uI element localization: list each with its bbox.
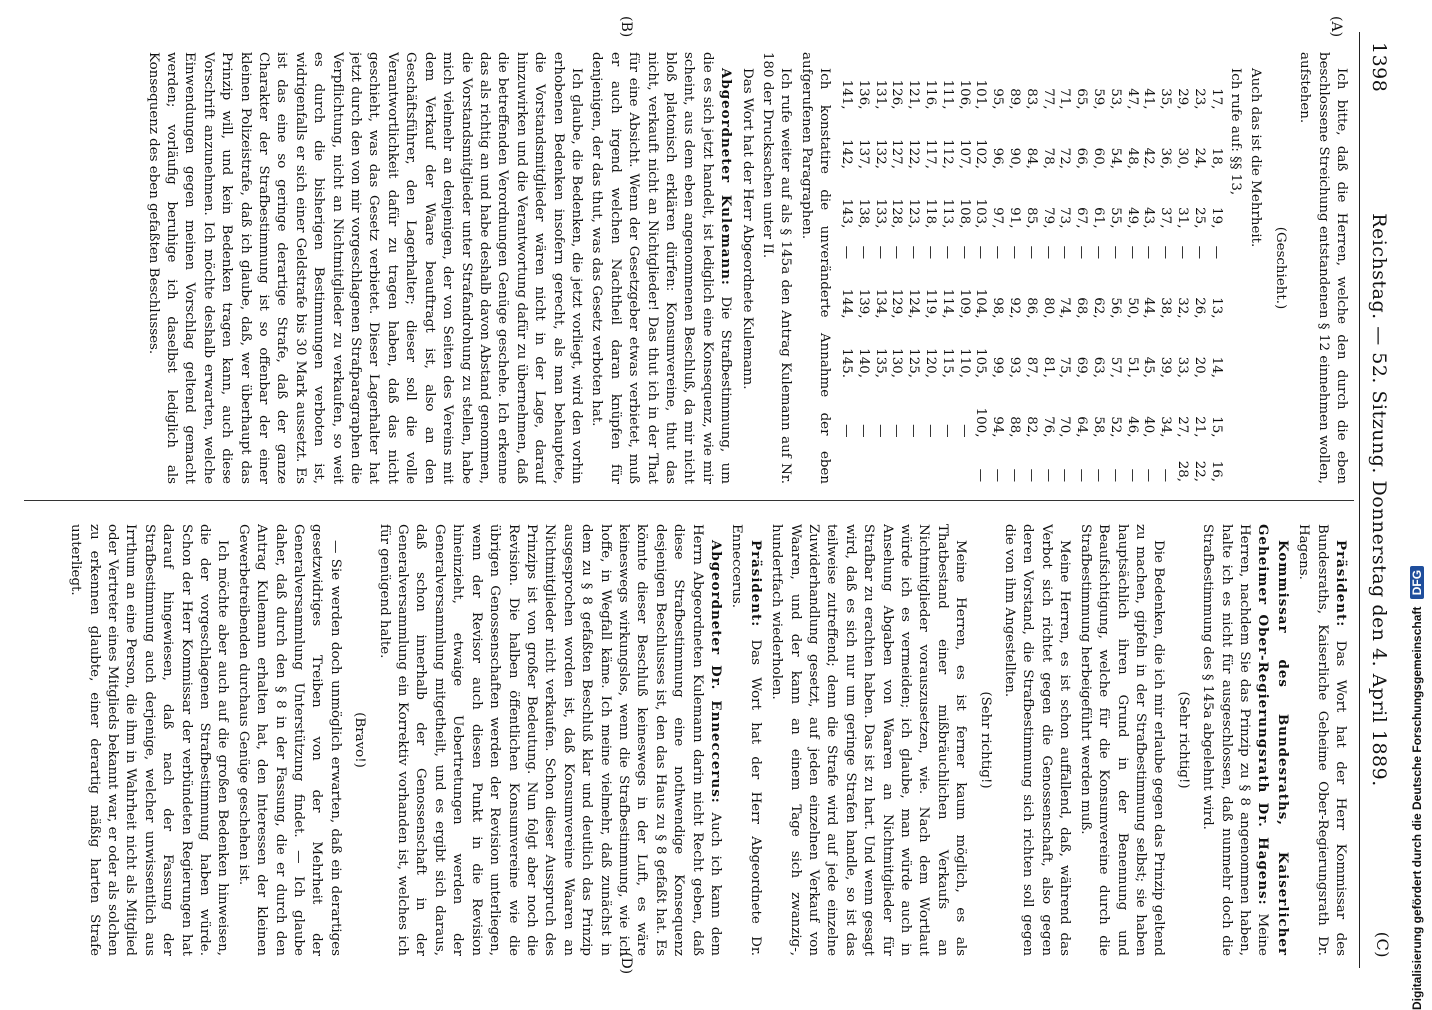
number-cell: 24,: [1191, 147, 1207, 169]
number-cell: 70,: [1057, 416, 1073, 438]
page-number: 1398: [1368, 42, 1390, 93]
number-cell: —: [923, 424, 939, 438]
scanned-page: [14, 12, 1404, 988]
number-cell: 88,: [1007, 416, 1022, 438]
number-cell: 84,: [1023, 147, 1039, 169]
number-cell: 13,: [1208, 297, 1224, 319]
paragraph-number-list: [837, 52, 1223, 484]
speech-paragraph: [587, 52, 735, 484]
paragraph: Die Bedenken, die ich mir erlaube gegen das Prinzip geltend zu machen, gipfeln in der Strafbestimmung selbst; sie haben hauptsächlich ihren Grund in der Benennung und Beaufsichtigung, welche für die Konsumvereine durch die Strafbestimmung herbeigeführt werden muß.: [1077, 524, 1167, 956]
number-cell: 72,: [1057, 147, 1073, 169]
number-cell: —: [1208, 245, 1224, 260]
number-cell: 53,: [1107, 88, 1123, 110]
running-title: Reichstag. — 52. Sitzung. Donnerstag den 4. April 1889.: [1368, 213, 1390, 787]
number-cell: 75,: [1057, 356, 1073, 378]
number-cell: 127,: [889, 139, 905, 169]
number-cell: 136,: [855, 79, 871, 110]
stage-direction: (Geschieht.): [1272, 226, 1288, 310]
paragraph: Ich konstatire die unveränderte Annahme der eben aufgerufenen Paragraphen.: [798, 52, 833, 484]
number-cell: 106,: [956, 79, 972, 110]
number-cell: 97,: [990, 207, 1006, 229]
number-cell: 81,: [1040, 356, 1056, 378]
number-cell: —: [990, 245, 1006, 260]
number-cell: —: [1040, 468, 1056, 482]
number-row: [1156, 52, 1173, 484]
speech-text: Auch ich kann dem Herrn Abgeordneten Kulemann darin nicht Recht geben, daß diese Strafbestimmung eine nothwendige Konsequenz desjenigen Beschlusses ist, den das Haus zu § 8 gefaßt hat. Es könnte dieser Beschluß keineswegs in der Luft, es wäre keineswegs wirkungslos, wenn die Strafbestimmung, wie ich hoffe, in Wegfall käme. Ich meine vielmehr, daß zunächst in dem zu § 8 gefaßten Beschluß klar und deutlich das Prinzip ausgesprochen worden ist, daß Konsumvereine Waaren an Nichtmitglieder nicht verkaufen. Schon dieser Ausspruch des Prinzips ist von großer Bedeutung. Nun folgt aber noch die Revision. Die halben öffentlichen Konsumvereine wie die übrigen Genossenschaften werden der Revision unterliegen, wenn der Revisor auch diesen Punkt in die Revision hineinzieht, etwaige Uebertretungen werden der Generalversammlung mitgetheilt, und es ergibt sich daraus, daß schon innerhalb der Genossenschaft in der Generalversammlung ein Korrektiv vorhanden ist, welches ich für genügend halte.: [376, 524, 723, 956]
number-cell: —: [1107, 245, 1123, 260]
number-cell: 67,: [1074, 207, 1090, 229]
number-row: [854, 52, 871, 484]
number-cell: 22,: [1191, 460, 1207, 482]
number-cell: —: [839, 245, 855, 260]
number-row: [871, 52, 888, 484]
number-cell: 98,: [990, 297, 1006, 319]
number-cell: 74,: [1057, 297, 1073, 319]
margin-letter-b: (B): [618, 16, 634, 38]
number-cell: 102,: [973, 139, 989, 169]
left-column: [20, 52, 1350, 484]
speaker-label: Präsident:: [1333, 540, 1349, 628]
margin-letter-c: (C): [1373, 931, 1392, 958]
number-cell: 68,: [1074, 297, 1090, 319]
number-cell: —: [1023, 245, 1039, 260]
number-cell: 121,: [906, 79, 922, 110]
number-cell: 16,: [1208, 460, 1224, 482]
number-cell: —: [973, 245, 989, 260]
number-cell: 132,: [872, 139, 888, 169]
number-cell: 133,: [872, 198, 888, 229]
number-cell: [904, 439, 921, 484]
number-row: [1022, 52, 1039, 484]
number-row: [1072, 52, 1089, 484]
number-cell: 94,: [990, 416, 1006, 438]
number-cell: [871, 439, 888, 484]
number-cell: —: [889, 424, 905, 438]
number-cell: 92,: [1007, 297, 1022, 319]
number-cell: 49,: [1124, 207, 1140, 229]
speech-paragraph: [1198, 524, 1292, 956]
number-cell: 129,: [889, 288, 905, 319]
number-cell: 46,: [1124, 416, 1140, 438]
number-cell: —: [1074, 468, 1090, 482]
header-rule: [1359, 32, 1360, 968]
number-cell: 142,: [839, 139, 855, 169]
paragraph: Ich bitte, daß die Herren, welche den durch die eben beschlossene Streichung entstandenen § 12 einnehmen wollen, aufstehen.: [1297, 52, 1349, 484]
number-cell: 52,: [1107, 416, 1123, 438]
number-cell: 79,: [1040, 207, 1056, 229]
speaker-label: Kommissar des Bundesraths, Kaiserlicher Geheimer Ober-Regierungsrath Dr. Hagens:: [1255, 524, 1291, 956]
number-row: [1207, 52, 1224, 484]
number-cell: 86,: [1023, 297, 1039, 319]
number-cell: 117,: [923, 139, 939, 169]
number-cell: [854, 439, 871, 484]
credit-text: Digitalisierung gefördert durch die Deutsche Forschungsgemeinschaft: [1410, 606, 1424, 1010]
number-cell: —: [1174, 245, 1190, 260]
number-cell: —: [1141, 245, 1157, 260]
speaker-label: Präsident:: [747, 540, 764, 628]
number-cell: —: [1124, 245, 1140, 260]
number-cell: 48,: [1124, 147, 1140, 169]
number-cell: —: [1007, 468, 1022, 482]
number-cell: 73,: [1057, 207, 1073, 229]
number-cell: 80,: [1040, 297, 1056, 319]
speech-paragraph: [374, 524, 725, 956]
number-cell: 30,: [1174, 147, 1190, 169]
number-cell: —: [1124, 468, 1140, 482]
number-cell: 141,: [839, 79, 855, 110]
number-cell: —: [923, 245, 939, 260]
number-cell: —: [906, 245, 922, 260]
number-cell: 115,: [939, 348, 955, 378]
number-cell: 64,: [1074, 416, 1090, 438]
number-cell: 145.: [839, 348, 855, 378]
number-cell: —: [855, 424, 871, 438]
number-cell: 58,: [1090, 416, 1106, 438]
number-row: [1005, 52, 1022, 484]
number-cell: —: [939, 424, 955, 438]
number-row: [904, 52, 921, 484]
number-cell: 109,: [956, 288, 972, 319]
number-cell: 39,: [1158, 356, 1174, 378]
number-cell: 20,: [1191, 356, 1207, 378]
number-cell: 27,: [1174, 416, 1190, 438]
number-cell: 119,: [923, 288, 939, 319]
number-row: [921, 52, 938, 484]
number-cell: 17,: [1208, 88, 1224, 110]
stage-direction: (Sehr richtig!): [1175, 691, 1191, 789]
number-cell: 89,: [1007, 88, 1022, 110]
number-cell: 66,: [1074, 147, 1090, 169]
number-cell: 103,: [973, 198, 989, 229]
paragraph: Ich rufe auf: §§ 13,: [1227, 68, 1243, 196]
number-cell: 114,: [939, 288, 955, 319]
number-cell: 107,: [956, 139, 972, 169]
number-cell: —: [1191, 245, 1207, 260]
margin-letter-a: (A): [1328, 16, 1344, 38]
paragraph: Meine Herren, es ist schon auffallend, daß, während das Verbot sich richtet gegen die Genossenschaft, also gegen deren Vorstand, die Strafbestimmung sich richten soll gegen die von ihm Angestellten.: [1002, 524, 1073, 956]
number-cell: 19,: [1208, 207, 1224, 229]
number-cell: 105,: [973, 348, 989, 378]
number-cell: 124,: [906, 288, 922, 319]
number-cell: 43,: [1141, 207, 1157, 229]
column-divider: [24, 500, 1354, 501]
number-cell: 41,: [1141, 88, 1157, 110]
number-row: [1039, 52, 1056, 484]
number-cell: 138,: [855, 198, 871, 229]
number-cell: 120,: [923, 348, 939, 378]
number-cell: —: [1090, 468, 1106, 482]
number-cell: 112,: [939, 139, 955, 169]
number-cell: 101,: [973, 79, 989, 110]
number-cell: —: [839, 424, 855, 438]
number-cell: 15,: [1208, 416, 1224, 438]
number-row: [837, 52, 854, 484]
number-cell: —: [939, 245, 955, 260]
number-cell: [888, 439, 905, 484]
number-row: [955, 52, 972, 484]
speaker-label: Abgeordneter Dr. Enneccerus:: [708, 540, 724, 804]
number-cell: —: [956, 424, 972, 438]
number-cell: 77,: [1040, 88, 1056, 110]
number-cell: 140,: [855, 348, 871, 378]
number-cell: 21,: [1191, 416, 1207, 438]
number-cell: 122,: [906, 139, 922, 169]
number-cell: 100,: [973, 407, 989, 438]
number-cell: —: [889, 245, 905, 260]
speech-text: Meine Herren, nachdem Sie das Prinzip zu § 8 angenommen haben, halte ich es nicht für ausgeschlossen, daß nunmehr doch die Strafbestimmung des § 145a abgelehnt wird.: [1200, 524, 1271, 956]
number-cell: 116,: [923, 79, 939, 110]
margin-letter-d: (D): [618, 952, 634, 975]
number-cell: 85,: [1023, 207, 1039, 229]
number-cell: —: [855, 245, 871, 260]
number-cell: [837, 439, 854, 484]
digitization-credit: [1408, 10, 1430, 1010]
number-cell: 113,: [939, 198, 955, 229]
number-cell: 93,: [1007, 356, 1022, 378]
page-header: [1362, 42, 1396, 958]
number-cell: —: [1057, 468, 1073, 482]
number-cell: —: [1074, 245, 1090, 260]
number-cell: 51,: [1124, 356, 1140, 378]
number-cell: 108,: [956, 198, 972, 229]
number-cell: 37,: [1158, 207, 1174, 229]
number-cell: —: [872, 424, 888, 438]
number-row: [1106, 52, 1123, 484]
number-cell: 47,: [1124, 88, 1140, 110]
number-cell: 87,: [1023, 356, 1039, 378]
number-cell: 118,: [923, 198, 939, 229]
number-cell: 83,: [1023, 88, 1039, 110]
number-cell: [938, 439, 955, 484]
dfg-logo: DFG: [1410, 566, 1424, 599]
paragraph: Ich glaube, die Bedenken, die jetzt vorliegt, wird den vorhin erhobenen Bedenken insofern gerecht, als man behauptete, die Vorstandsmitglieder wären nicht in der Lage, darauf hinzuwirken und die Verantwortung dafür zu übernehmen, daß die betreffenden Verordnungen Genüge geschehe. Ich erkenne das als richtig an und habe deshalb davon Abstand genommen, die Vorstandsmitglieder unter Strafandrohung zu stellen, habe mich vielmehr an denjenigen, der von Seiten des Vereins mit dem Verkauf der Waare beauftragt ist, also an den Geschäftsführer, den Lagerhalter; dieser soll die volle Verantwortlichkeit dafür zu tragen haben, daß das nicht geschieht, was das Gesetz verbietet. Dieser Lagerhalter hat jetzt durch den von mir vorgeschlagenen Strafparagraphen die Verpflichtung, nicht an Nichtmitglieder zu verkaufen, so weit es durch die bisherigen Bestimmungen verboten ist, widrigenfalls er sich einer Geldstrafe bis 30 Mark aussetzt. Es ist das eine so geringe derartige Strafe, daß der ganze Charakter der Strafbestimmung ist so offenbar der einer kleinen Polizeistrafe, daß ich glaube, daß, wer überhaupt das Prinzip will, und kein Bedenken tragen kann, auch diese Vorschrift anzunehmen. Ich möchte deshalb erwarten, welche Einwendungen gegen meinen Vorschlag geltend gemacht werden; vorläufig beruhige ich daselbst lediglich als Konsequenz des eben gefaßten Beschlusses.: [145, 52, 584, 484]
number-row: [988, 52, 1005, 484]
number-cell: 126,: [889, 79, 905, 110]
number-cell: 90,: [1007, 147, 1022, 169]
number-cell: 96,: [990, 147, 1006, 169]
number-cell: 62,: [1090, 297, 1106, 319]
number-cell: 31,: [1174, 207, 1190, 229]
number-cell: 130,: [889, 348, 905, 378]
number-row: [1140, 52, 1157, 484]
number-cell: 131,: [872, 79, 888, 110]
speech-text: Die Strafbestimmung, um die es sich jetzt handelt, ist lediglich eine Konsequenz, wie mir scheint, aus dem eben angenommenen Beschluß, da mir nicht bloß platonisch erklären dürfen: Konsumvereine, thut das nicht, verkauft nicht an Nichtglieder! Das thut ich in der That für eine Absicht. Wenn der Gesetzgeber etwas verbietet, muß er auch irgend welchen Nachtheil daran knüpfen für denjenigen, der das thut, was das Gesetz verboten hat.: [589, 52, 734, 484]
stage-direction: (Sehr richtig!): [977, 691, 993, 789]
number-cell: —: [1158, 468, 1174, 482]
number-cell: 57,: [1107, 356, 1123, 378]
number-cell: —: [1057, 245, 1073, 260]
number-cell: 95,: [990, 88, 1006, 110]
number-cell: 25,: [1191, 207, 1207, 229]
paragraph: Meine Herren, es ist ferner kaum möglich, es als Thatbestand einer mißbräuchlichen Verkaufs an Nichtmitglieder vorauszusetzen, wie. Nach dem Wortlaut würde ich es vermeiden; ich glaube, man würde auch in Ansehung Abgaben von Waaren an Nichtmitglieder für Strafbar zu erachten haben. Das ist zu hart. Und wenn gesagt wird, daß es sich nur um geringe Strafen handle, so ist das teilweise zutreffend; denn die Strafe wird auf jede einzelne Zuwiderhandlung gesetzt, auf jeden einzelnen Verkauf von Waaren, und der kann an einem Tage sich zwanzig-, hundertfach wiederholen.: [769, 524, 969, 956]
number-cell: 71,: [1057, 88, 1073, 110]
number-cell: 76,: [1040, 416, 1056, 438]
number-cell: 137,: [855, 139, 871, 169]
number-cell: 63,: [1090, 356, 1106, 378]
number-cell: 134,: [872, 288, 888, 319]
number-cell: 65,: [1074, 88, 1090, 110]
number-cell: —: [1158, 245, 1174, 260]
number-cell: 14,: [1208, 356, 1224, 378]
right-column: [20, 524, 1350, 956]
number-cell: 78,: [1040, 147, 1056, 169]
number-row: [972, 52, 989, 484]
number-cell: 54,: [1107, 147, 1123, 169]
number-cell: —: [1107, 468, 1123, 482]
number-cell: 50,: [1124, 297, 1140, 319]
number-cell: 91,: [1007, 207, 1022, 229]
stage-direction: (Bravo!): [352, 712, 368, 768]
number-cell: 29,: [1174, 88, 1190, 110]
number-row: [1123, 52, 1140, 484]
number-row: [938, 52, 955, 484]
number-cell: 55,: [1107, 207, 1123, 229]
number-cell: 32,: [1174, 297, 1190, 319]
number-cell: 35,: [1158, 88, 1174, 110]
speech-paragraph: [1294, 524, 1350, 956]
number-cell: —: [906, 424, 922, 438]
number-cell: 23,: [1191, 88, 1207, 110]
number-cell: 28,: [1174, 460, 1190, 482]
number-cell: 143,: [839, 198, 855, 229]
number-cell: —: [956, 245, 972, 260]
number-cell: 44,: [1141, 297, 1157, 319]
number-cell: 38,: [1158, 297, 1174, 319]
number-cell: —: [1141, 468, 1157, 482]
number-cell: —: [872, 245, 888, 260]
paragraph: — Sie werden doch unmöglich erwarten, daß ein derartiges gesetzwidriges Treiben von der Mehrheit der Generalversammlung Unterstützung findet. — Ich glaube daher, daß durch den § 8 in der Fassung, die er durch den Antrag Kulemann erhalten hat, den Interessen der kleinen Gewerbetreibenden durchaus Genüge geschehen ist.: [235, 524, 343, 956]
number-cell: 18,: [1208, 147, 1224, 169]
number-cell: 33,: [1174, 356, 1190, 378]
number-cell: —: [1090, 245, 1106, 260]
number-cell: 59,: [1090, 88, 1106, 110]
number-cell: —: [1040, 245, 1056, 260]
speaker-label: Abgeordneter Kulemann:: [718, 68, 735, 286]
number-cell: 123,: [906, 198, 922, 229]
number-cell: 104,: [973, 288, 989, 319]
number-cell: 69,: [1074, 356, 1090, 378]
number-cell: [955, 439, 972, 484]
number-cell: 40,: [1141, 416, 1157, 438]
paragraph: Das Wort hat der Herr Abgeordnete Kulemann.: [739, 68, 755, 390]
number-cell: 135,: [872, 348, 888, 378]
number-cell: —: [990, 468, 1006, 482]
number-cell: 45,: [1141, 356, 1157, 378]
speech-paragraph: [727, 524, 765, 956]
number-cell: 125,: [906, 348, 922, 378]
number-cell: —: [1023, 468, 1039, 482]
number-cell: 34,: [1158, 416, 1174, 438]
number-cell: 36,: [1158, 147, 1174, 169]
number-row: [1089, 52, 1106, 484]
number-cell: 61,: [1090, 207, 1106, 229]
number-row: [1173, 52, 1190, 484]
number-row: [888, 52, 905, 484]
number-cell: 139,: [855, 288, 871, 319]
speech-text: Das Wort hat der Herr Kommissar des Bundesraths, Kaiserliche Geheime Ober-Regierungsrath Dr. Hagens.: [1296, 524, 1348, 956]
number-cell: 110,: [956, 348, 972, 378]
number-row: [1056, 52, 1073, 484]
number-cell: 56,: [1107, 297, 1123, 319]
number-cell: 82,: [1023, 416, 1039, 438]
number-row: [1190, 52, 1207, 484]
paragraph: Ich rufe weiter auf als § 145a den Antrag Kulemann auf Nr. 180 der Drucksachen unter II.: [760, 52, 794, 484]
number-cell: 60,: [1090, 147, 1106, 169]
paragraph: Ich möchte aber auch auf die großen Bedenken hinweisen, die der vorgeschlagenen Strafbestimmung haben würde. Schon der Herr Kommissar der verbündeten Regierungen hat darauf hingewiesen, daß nach der Fassung der Strafbestimmung auch derjenige, welcher unwissentlich aus Irrthum an eine Person, die ihm in Wahrheit nicht als Mitglied oder Vertreter eines Mitglieds bekannt war, er oder als solchen zu erkennen glaubte, einer derartig mäßig harten Strafe unterliegt.: [68, 524, 231, 956]
number-cell: —: [973, 468, 989, 482]
number-cell: —: [1007, 245, 1022, 260]
paragraph: Auch das ist die Mehrheit.: [1248, 68, 1264, 248]
number-cell: 42,: [1141, 147, 1157, 169]
number-cell: 99,: [990, 356, 1006, 378]
speech-text: Das Wort hat der Herr Abgeordnete Dr. Enneccerus.: [729, 524, 763, 956]
number-cell: 111,: [939, 79, 955, 110]
number-cell: 144,: [839, 288, 855, 319]
number-cell: 128,: [889, 198, 905, 229]
number-cell: [921, 439, 938, 484]
rotated-page-content: [14, 12, 1404, 988]
number-cell: 26,: [1191, 297, 1207, 319]
